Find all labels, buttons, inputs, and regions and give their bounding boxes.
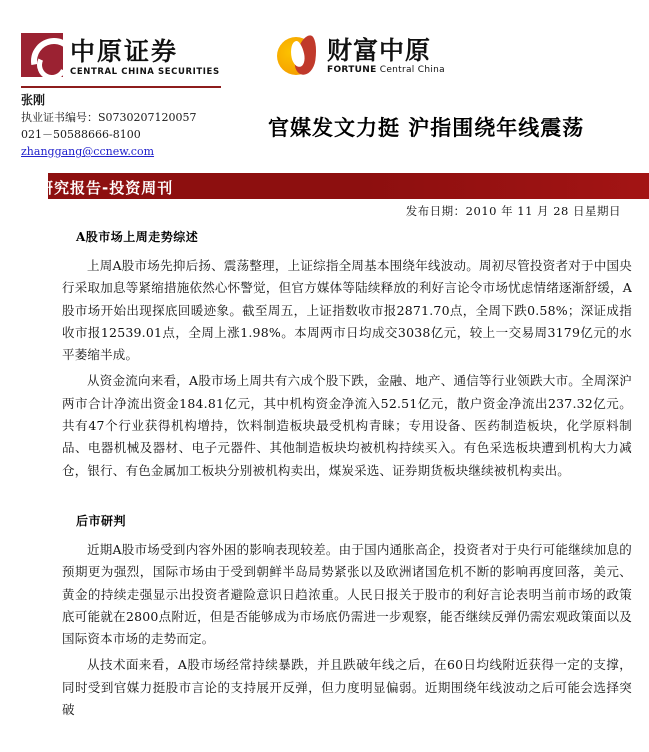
fortune-english-rest: Central China	[379, 65, 445, 75]
fortune-central-china-logo	[277, 35, 445, 77]
header-divider	[21, 86, 221, 88]
fortune-english-bold: FORTUNE	[327, 65, 377, 75]
ccs-english-wordmark: CENTRAL CHINA SECURITIES	[70, 67, 220, 77]
analyst-phone: 021－50588666-8100	[21, 128, 141, 141]
paragraph: 近期A股市场受到内容外困的影响表现较差。由于国内通胀高企，投资者对于央行可能继续加息的预期更为强烈，国际市场由于受到朝鲜半岛局势紧张以及欧洲诸国危机不断的影响再度回落，美元、黄金的持续走强显示出投资者避险意识日趋浓重。人民日报关于股市的利好言论表明当前市场的政策底可能就在2800点附近，但是否能够成为市场底仍需进一步观察，能否继续反弹仍需宏观政策面以及国际资本市场的走势而定。	[62, 541, 632, 647]
ccs-swirl-logo-icon	[21, 33, 63, 77]
paragraph: 从技术面来看，A股市场经常持续暴跌，并且跌破年线之后，在60日均线附近获得一定的支撑，同时受到官媒力挺股市言论的支持展开反弹，但力度明显偏弱。近期围绕年线波动之后可能会选择突破	[62, 657, 632, 718]
paragraph: 上周A股市场先抑后扬、震荡整理，上证综指全周基本围绕年线波动。周初尽管投资者对于中国央行采取加息等紧缩措施依然心怀警觉，但官方媒体等陆续释放的利好言论令市场忧虑情绪逐渐舒缓，A股市场开始出现探底回暖迹象。截至周五，上证指数收市报2871.70点，全周下跌0.58%；深证成指收市报12539.01点，全周上涨1.98%。本周两市日均成交3038亿元，较上一交易周3179亿元的水平萎缩半成。	[62, 258, 632, 363]
report-body	[62, 228, 632, 725]
masthead	[0, 0, 649, 82]
fortune-english-wordmark	[327, 65, 445, 75]
page-title: 官媒发文力挺 沪指围绕年线震荡	[268, 115, 585, 140]
analyst-email-link[interactable]: zhanggang@ccnew.com	[21, 145, 155, 158]
section-heading-market-review: A股市场上周走势综述	[76, 230, 199, 244]
fortune-chinese-wordmark: 财富中原	[327, 36, 432, 65]
fortune-sun-flame-icon	[277, 35, 321, 77]
analyst-license: 执业证书编号：S0730207120057	[21, 111, 197, 124]
publish-date: 发布日期：2010 年 11 月 28 日星期日	[405, 204, 621, 218]
central-china-securities-logo	[21, 33, 220, 77]
section-heading-outlook: 后市研判	[76, 513, 127, 528]
paragraph: 从资金流向来看，A股市场上周共有六成个股下跌，金融、地产、通信等行业领跌大市。全周深沪两市合计净流出资金184.81亿元，其中机构资金净流入52.51亿元，散户资金净流出237.32亿元。共有47个行业获得机构增持，饮料制造板块最受机构青睐；专用设备、医药制造板块，化学原料制品、电器机械及器材、电子元器件、其他制造板块均被机构持续买入。有色采选板块遭到机构大力减仓，银行、有色金属加工板块分别被机构卖出，煤炭采选、证券期货板块继续被机构卖出。	[62, 373, 632, 478]
analyst-contact-block	[21, 92, 246, 160]
analyst-name: 张刚	[21, 93, 46, 107]
ccs-chinese-wordmark: 中原证券	[70, 37, 179, 66]
report-type-banner	[24, 173, 649, 199]
report-type-label: 研究报告-投资周刊	[38, 179, 174, 197]
